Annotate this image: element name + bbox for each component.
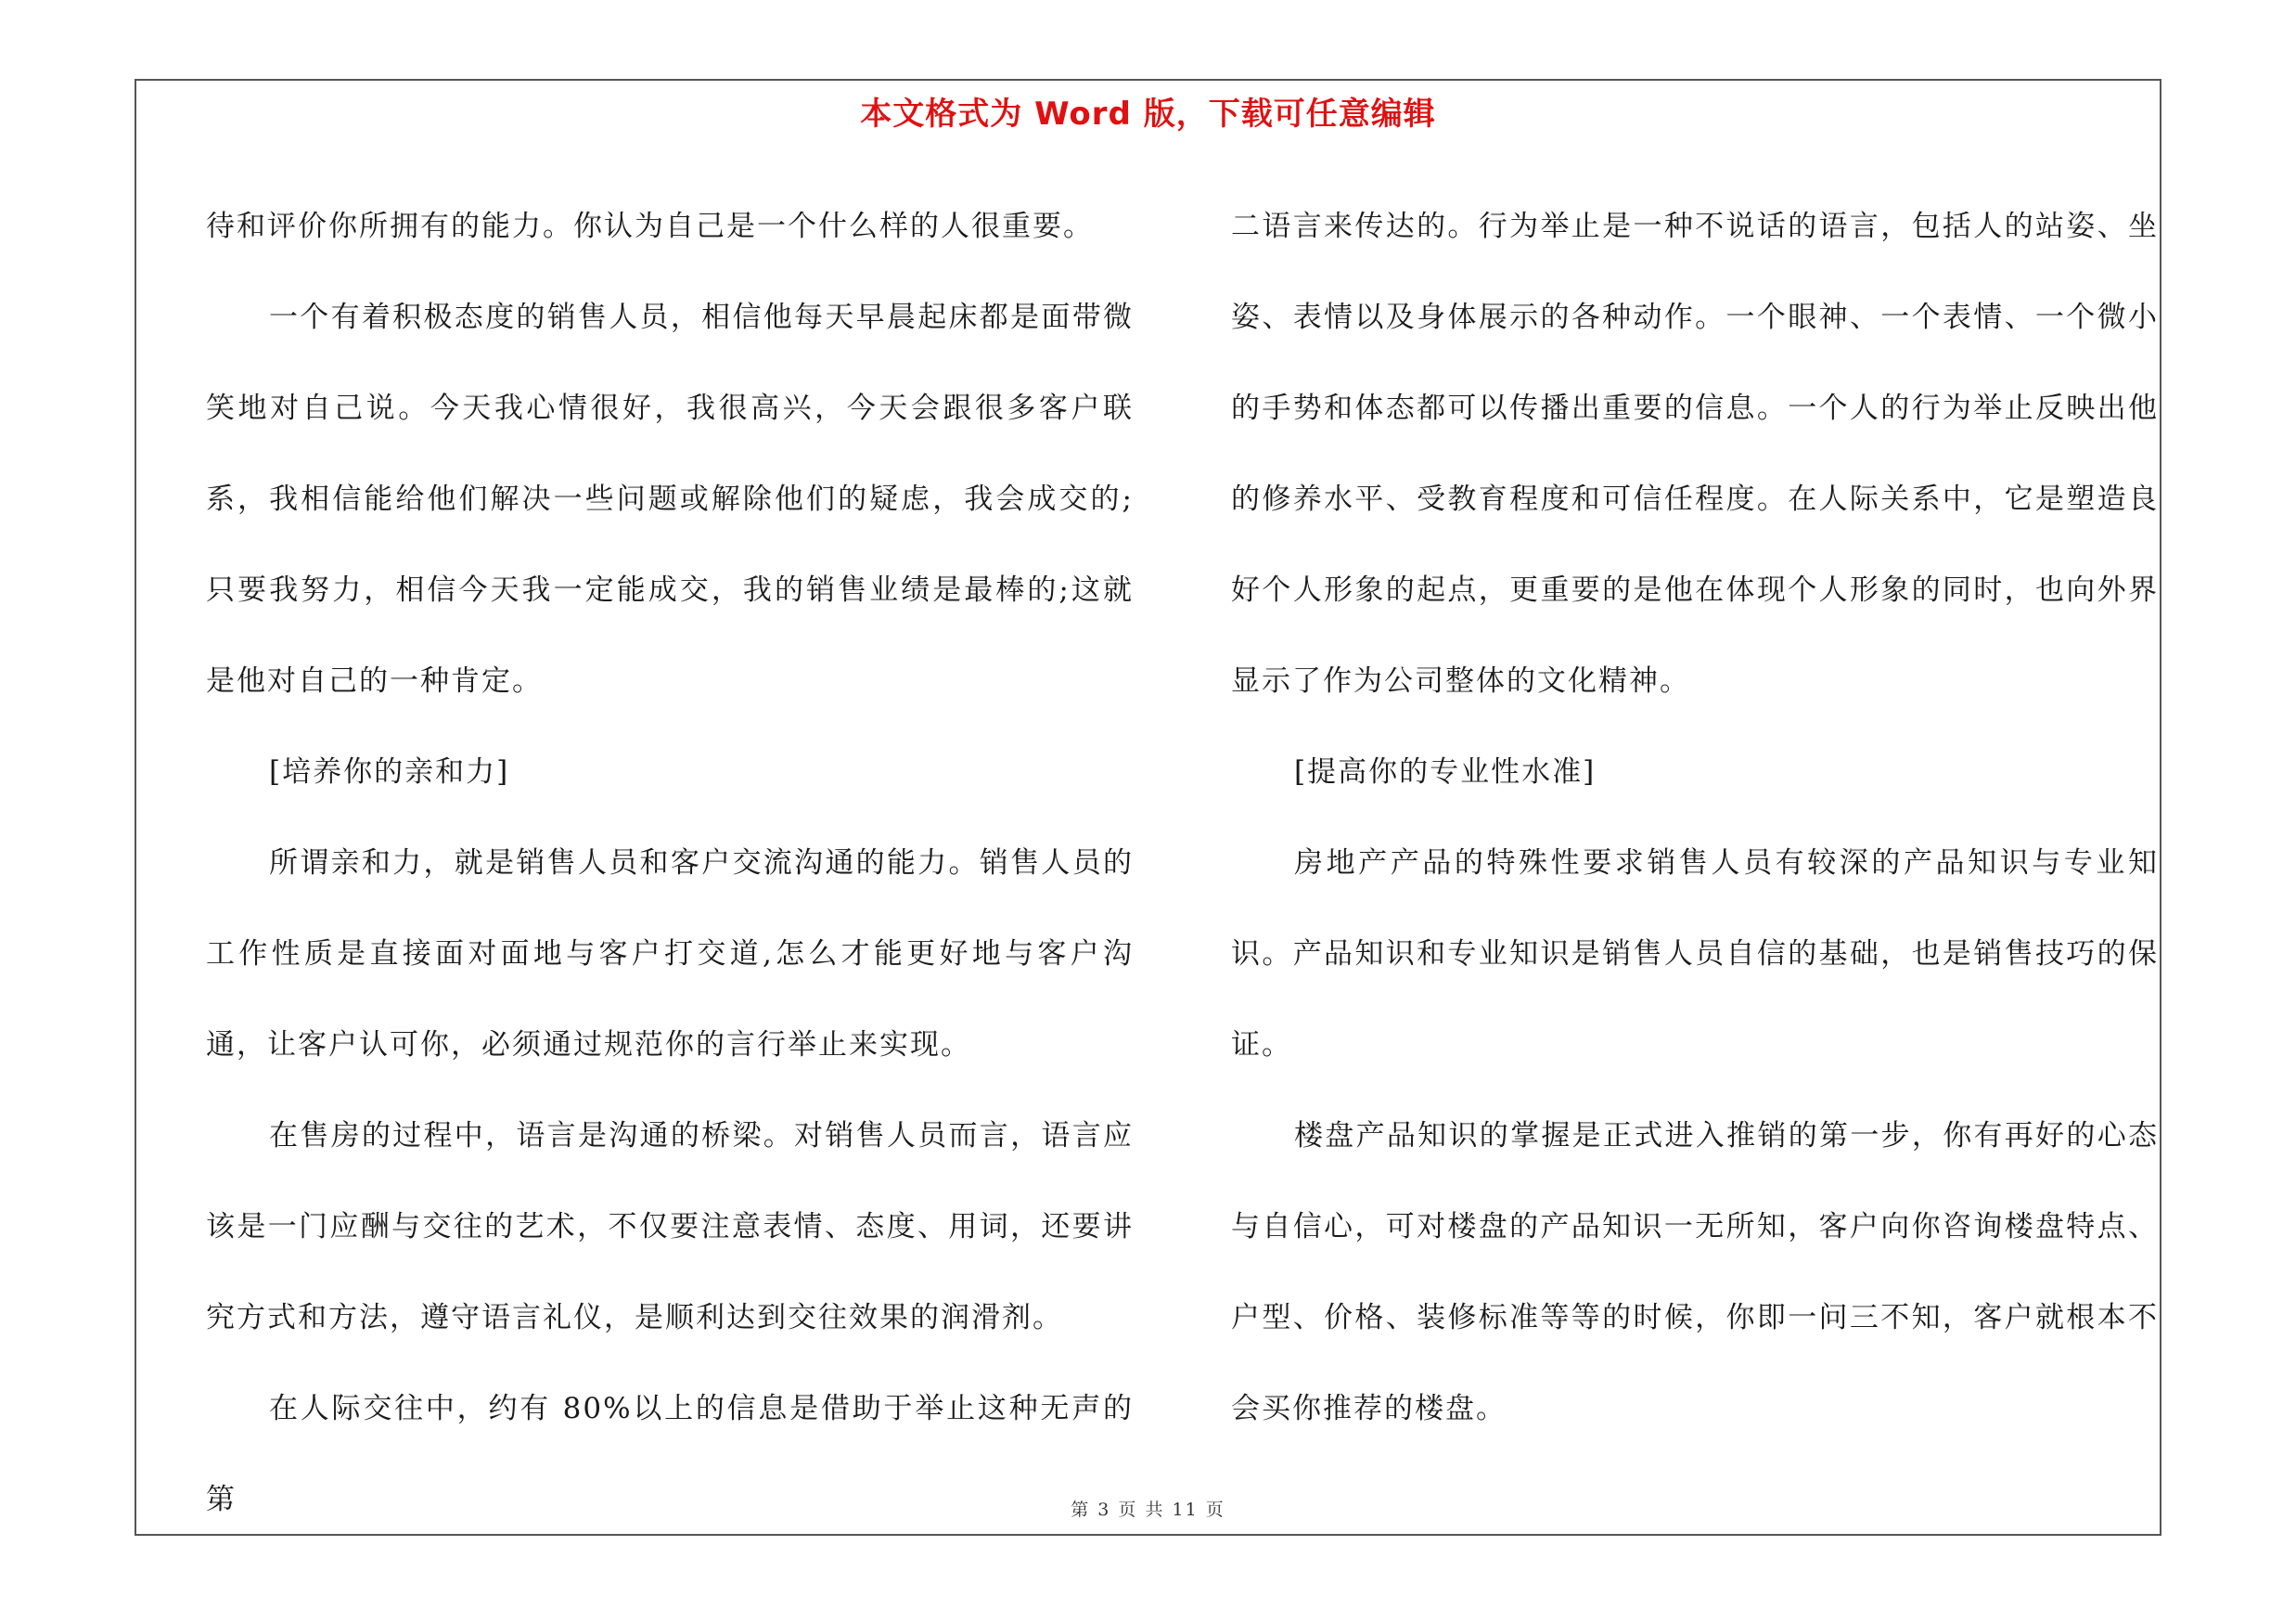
left-column xyxy=(206,181,1134,1545)
left-section-heading-affinity: [培养你的亲和力] xyxy=(269,755,510,789)
right-paragraph-property-knowledge: 楼盘产品知识的掌握是正式进入推销的第一步，你有再好的心态与自信心，可对楼盘的产品知识一无所知，客户向你咨询楼盘特点、户型、价格、装修标准等等的时候，你即一问三不知，客户就根本不会买你推荐的楼盘。 xyxy=(1231,1119,2159,1425)
right-paragraph-continued: 二语言来传达的。行为举止是一种不说话的语言，包括人的站姿、坐姿、表情以及身体展示的各种动作。一个眼神、一个表情、一个微小的手势和体态都可以传播出重要的信息。一个人的行为举止反映出他的修养水平、受教育程度和可信任程度。在人际关系中，它是塑造良好个人形象的起点，更重要的是他在体现个人形象的同时，也向外界显示了作为公司整体的文化精神。 xyxy=(1231,210,2159,698)
left-paragraph-positive-attitude: 一个有着积极态度的销售人员，相信他每天早晨起床都是面带微笑地对自己说。今天我心情很好，我很高兴，今天会跟很多客户联系，我相信能给他们解决一些问题或解除他们的疑虑，我会成交的;只要我努力，相信今天我一定能成交，我的销售业绩是最棒的;这就是他对自己的一种肯定。 xyxy=(206,301,1134,698)
page-number-footer: 第 3 页 共 11 页 xyxy=(1071,1500,1225,1520)
left-paragraph-affinity-definition: 所谓亲和力，就是销售人员和客户交流沟通的能力。销售人员的工作性质是直接面对面地与客户打交道,怎么才能更好地与客户沟通，让客户认可你，必须通过规范你的言行举止来实现。 xyxy=(206,846,1134,1062)
left-paragraph-continued: 待和评价你所拥有的能力。你认为自己是一个什么样的人很重要。 xyxy=(206,210,1094,243)
left-paragraph-language-bridge: 在售房的过程中，语言是沟通的桥梁。对销售人员而言，语言应该是一门应酬与交往的艺术，不仅要注意表情、态度、用词，还要讲究方式和方法，遵守语言礼仪，是顺利达到交往效果的润滑剂。 xyxy=(206,1119,1134,1334)
word-format-banner: 本文格式为 Word 版，下载可任意编辑 xyxy=(860,96,1436,133)
right-paragraph-product-knowledge: 房地产产品的特殊性要求销售人员有较深的产品知识与专业知识。产品知识和专业知识是销售人员自信的基础，也是销售技巧的保证。 xyxy=(1231,846,2159,1062)
right-section-heading-professional: [提高你的专业性水准] xyxy=(1294,755,1597,789)
right-column xyxy=(1231,181,2159,1454)
left-paragraph-nonverbal: 在人际交往中，约有 80%以上的信息是借助于举止这种无声的第 xyxy=(206,1392,1134,1516)
